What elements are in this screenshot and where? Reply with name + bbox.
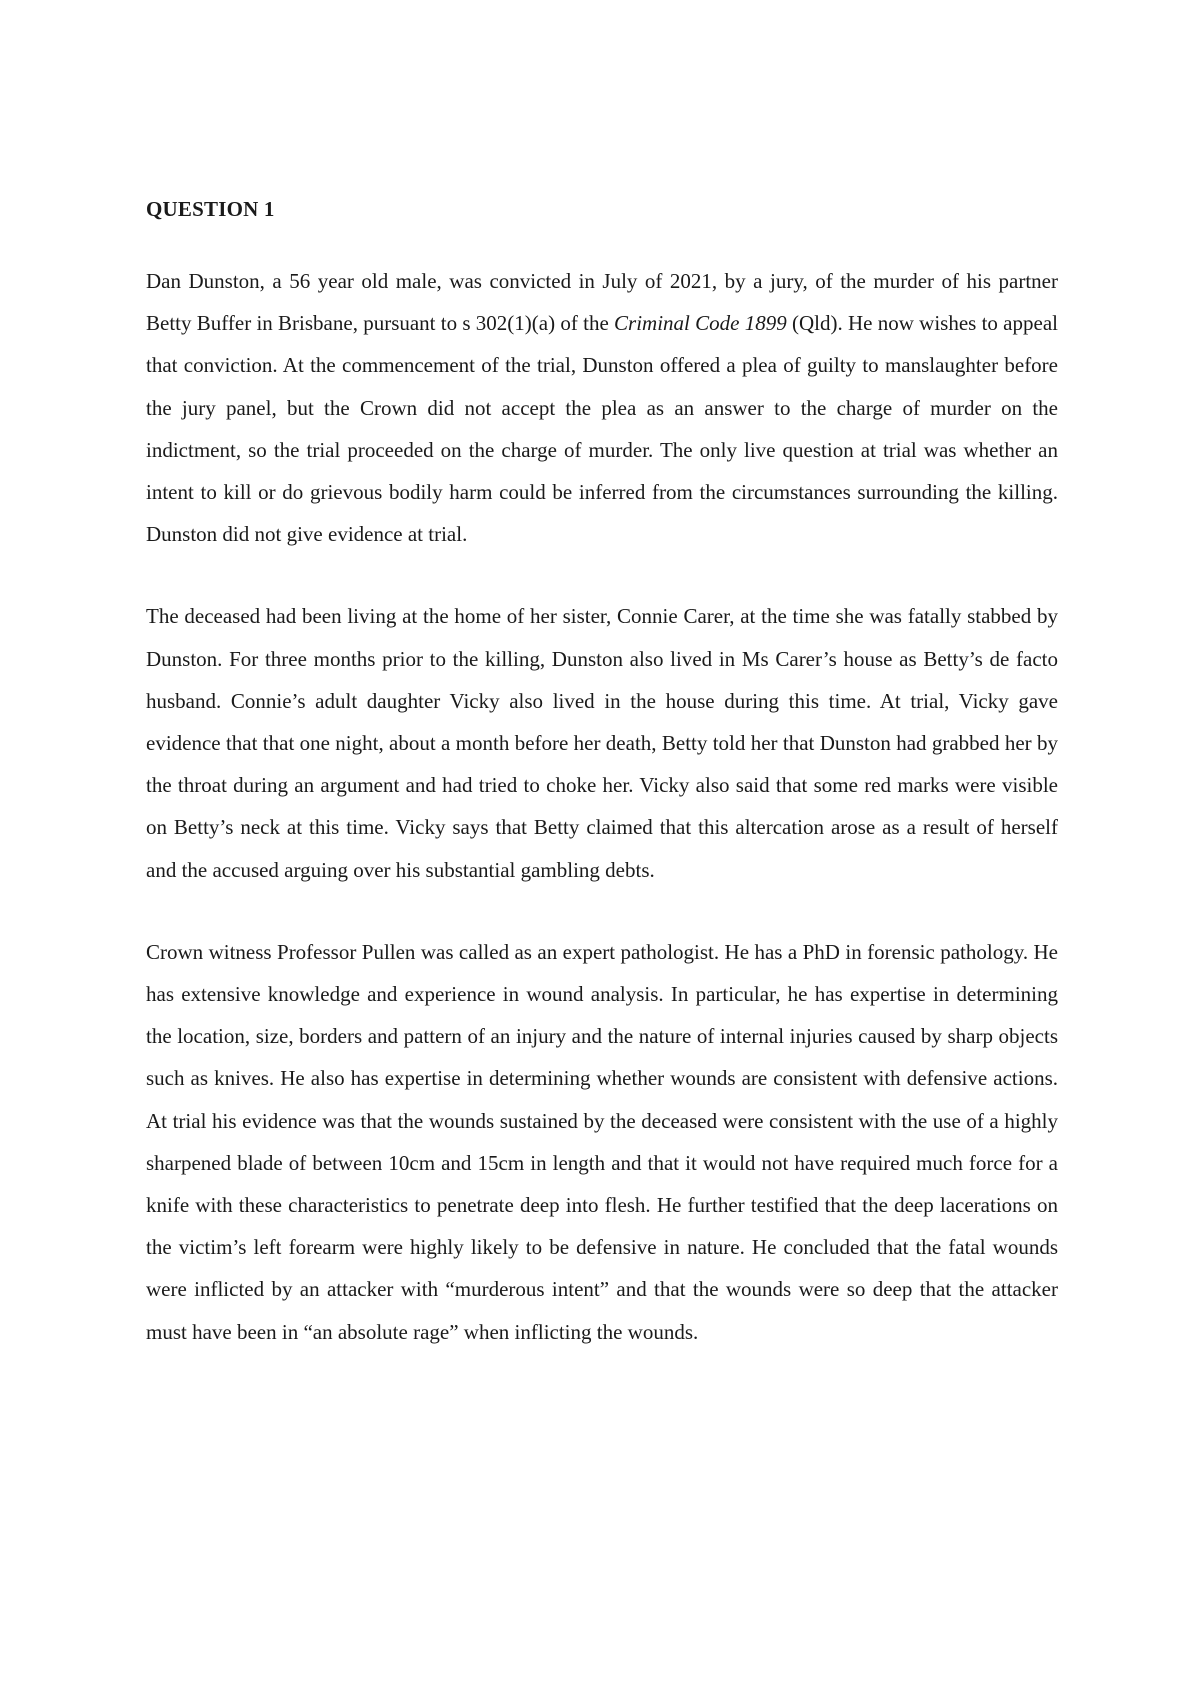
paragraph-expert-evidence: Crown witness Professor Pullen was called as an expert pathologist. He has a PhD in forensic pathology. He has extensive knowledge and experience in wound analysis. In particular, he has expertise in determining the location, size, borders and pattern of an injury and the nature of internal injuries caused by sharp objects such as knives. He also has expertise in determining whether wounds are consistent with defensive actions. At trial his evidence was that the wounds sustained by the deceased were consistent with the use of a highly sharpened blade of between 10cm and 15cm in length and that it would not have required much force for a knife with these characteristics to penetrate deep into flesh. He further testified that the deep lacerations on the victim’s left forearm were highly likely to be defensive in nature. He concluded that the fatal wounds were inflicted by an attacker with “murderous intent” and that the wounds were so deep that the attacker must have been in “an absolute rage” when inflicting the wounds. — [146, 939, 1058, 1344]
paragraph-conviction-text-2: (Qld). He now wishes to appeal that conviction. At the commencement of the trial, Dunston offered a plea of guilty to manslaughter before the jury panel, but the Crown did not accept the plea as an answer to the charge of murder on the indictment, so the trial proceeded on the charge of murder. The only live question at trial was whether an intent to kill or do grievous bodily harm could be inferred from the circumstances surrounding the killing. Dunston did not give evidence at trial. — [146, 311, 1058, 547]
question-heading: QUESTION 1 — [146, 197, 275, 221]
paragraph-conviction-text-1: Dan Dunston, a 56 year old male, was convicted in July of 2021, by a jury, of the murder of his partner Betty Buffer in Brisbane, pursuant to s 302(1)(a) of the — [146, 269, 1058, 336]
paragraph-conviction — [146, 260, 1058, 555]
document-page — [146, 196, 1058, 1393]
paragraph-background: The deceased had been living at the home of her sister, Connie Carer, at the time she was fatally stabbed by Dunston. For three months prior to the killing, Dunston also lived in Ms Carer’s house as Betty’s de facto husband. Connie’s adult daughter Vicky also lived in the house during this time. At trial, Vicky gave evidence that that one night, about a month before her death, Betty told her that Dunston had grabbed her by the throat during an argument and had tried to choke her. Vicky also said that some red marks were visible on Betty’s neck at this time. Vicky says that Betty claimed that this altercation arose as a result of herself and the accused arguing over his substantial gambling debts. — [146, 604, 1058, 882]
statute-title: Criminal Code 1899 — [614, 311, 787, 336]
